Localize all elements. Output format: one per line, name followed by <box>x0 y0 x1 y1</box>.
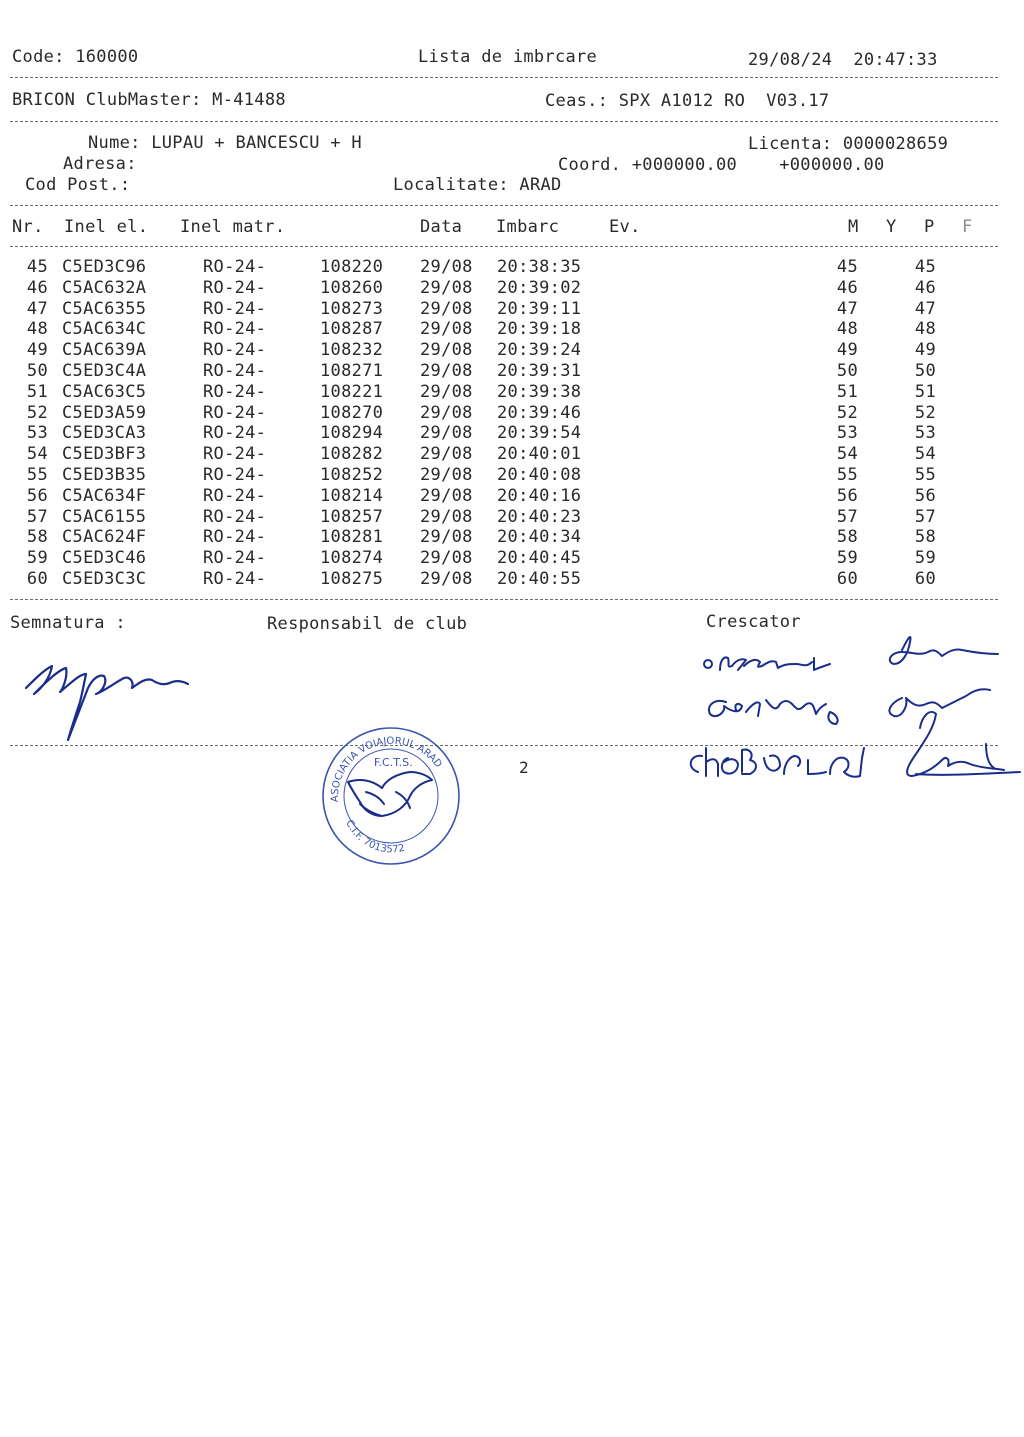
header-p: P <box>924 217 935 237</box>
row-number: 47 <box>26 298 48 319</box>
header-inel-el: Inel el. <box>64 217 149 237</box>
m-value: 57 <box>836 506 858 527</box>
basket-date: 29/08 <box>420 298 473 319</box>
table-row <box>0 319 1024 340</box>
basket-date: 29/08 <box>420 277 473 298</box>
stamp-cif-text: C.I.F. 7013572 <box>343 818 406 856</box>
basket-time: 20:39:46 <box>497 402 582 423</box>
ring-prefix: RO-24- <box>203 257 267 277</box>
row-number: 48 <box>26 319 48 340</box>
table-row <box>0 569 1024 590</box>
table-row <box>0 486 1024 507</box>
separator-line <box>10 246 998 247</box>
electronic-ring: C5ED3CA3 <box>62 423 147 444</box>
ring-number: 108220 <box>320 257 384 277</box>
ring-number: 108273 <box>320 298 384 319</box>
ring-prefix: RO-24- <box>203 527 267 548</box>
p-value: 58 <box>914 527 936 548</box>
pigeon-icon <box>348 772 432 816</box>
row-number: 53 <box>26 423 48 444</box>
row-number: 60 <box>26 569 48 589</box>
license-number: Licenta: 0000028659 <box>748 134 949 154</box>
row-number: 56 <box>26 485 48 506</box>
ring-prefix: RO-24- <box>203 465 267 485</box>
header-m: M <box>848 217 859 237</box>
table-row <box>0 423 1024 444</box>
basket-date: 29/08 <box>420 527 473 548</box>
basket-time: 20:39:18 <box>497 319 582 340</box>
row-number: 45 <box>26 257 48 277</box>
ring-prefix: RO-24- <box>203 319 267 340</box>
basket-date: 29/08 <box>420 402 473 423</box>
ring-prefix: RO-24- <box>203 361 267 381</box>
m-value: 45 <box>836 257 858 277</box>
basket-time: 20:40:23 <box>497 506 582 527</box>
basket-time: 20:39:24 <box>497 340 582 361</box>
basket-date: 29/08 <box>420 361 473 381</box>
basket-time: 20:40:01 <box>497 444 582 465</box>
p-value: 47 <box>914 298 936 319</box>
table-row <box>0 444 1024 465</box>
ring-prefix: RO-24- <box>203 423 267 444</box>
separator-line <box>10 205 998 206</box>
ring-prefix: RO-24- <box>203 506 267 527</box>
ring-prefix: RO-24- <box>203 402 267 423</box>
p-value: 54 <box>914 444 936 465</box>
electronic-ring: C5ED3C46 <box>62 548 147 569</box>
basket-date: 29/08 <box>420 465 473 485</box>
m-value: 59 <box>836 548 858 569</box>
table-row <box>0 382 1024 403</box>
m-value: 49 <box>836 340 858 361</box>
postal-code-label: Cod Post.: <box>25 175 131 195</box>
row-number: 50 <box>26 361 48 381</box>
header-data: Data <box>420 217 463 237</box>
p-value: 51 <box>914 381 936 402</box>
electronic-ring: C5AC634C <box>62 319 147 340</box>
p-value: 50 <box>914 361 936 381</box>
handwritten-name-chiorean <box>691 748 864 777</box>
m-value: 46 <box>836 277 858 298</box>
m-value: 47 <box>836 298 858 319</box>
ring-number: 108270 <box>320 402 384 423</box>
print-datetime: 29/08/24 20:47:33 <box>748 50 938 70</box>
coordinates: Coord. +000000.00 +000000.00 <box>558 155 885 175</box>
stamp-ring-text: ASOCIATIA VOIAJORUL ARAD <box>329 735 444 803</box>
separator-line <box>10 77 998 78</box>
ring-number: 108287 <box>320 319 384 340</box>
p-value: 57 <box>914 506 936 527</box>
basket-date: 29/08 <box>420 381 473 402</box>
stamp-center-text: F.C.T.S. <box>374 756 413 769</box>
m-value: 55 <box>836 465 858 485</box>
electronic-ring: C5AC6155 <box>62 506 147 527</box>
p-value: 59 <box>914 548 936 569</box>
ring-number: 108257 <box>320 506 384 527</box>
m-value: 50 <box>836 361 858 381</box>
ring-number: 108274 <box>320 548 384 569</box>
electronic-ring: C5AC639A <box>62 340 147 361</box>
m-value: 51 <box>836 381 858 402</box>
basket-time: 20:40:08 <box>497 465 582 485</box>
table-row <box>0 548 1024 569</box>
ring-prefix: RO-24- <box>203 340 267 361</box>
table-row <box>0 465 1024 486</box>
svg-text:C.I.F. 7013572 <box>343 818 406 855</box>
basket-time: 20:40:55 <box>497 569 582 589</box>
p-value: 46 <box>914 277 936 298</box>
separator-line <box>10 599 998 600</box>
basket-date: 29/08 <box>420 548 473 569</box>
electronic-ring: C5AC632A <box>62 277 147 298</box>
signature-label: Semnatura : <box>10 613 126 633</box>
responsible-label: Responsabil de club <box>267 614 468 634</box>
basket-date: 29/08 <box>420 444 473 465</box>
ring-number: 108271 <box>320 361 384 381</box>
row-number: 58 <box>26 527 48 548</box>
header-imbarc: Imbarc <box>496 217 560 237</box>
header-f: F <box>962 217 973 237</box>
handwritten-name-olariu <box>704 658 830 671</box>
table-row <box>0 403 1024 424</box>
m-value: 58 <box>836 527 858 548</box>
basket-time: 20:40:45 <box>497 548 582 569</box>
basket-date: 29/08 <box>420 319 473 340</box>
breeder-signatures <box>680 608 1024 790</box>
owner-name: Nume: LUPAU + BANCESCU + H <box>88 133 362 153</box>
association-stamp <box>316 722 466 868</box>
code-label: Code: 160000 <box>12 47 139 67</box>
table-row <box>0 361 1024 382</box>
basket-time: 20:39:38 <box>497 381 582 402</box>
electronic-ring: C5ED3BF3 <box>62 444 147 465</box>
row-number: 46 <box>26 277 48 298</box>
basket-date: 29/08 <box>420 257 473 277</box>
p-value: 53 <box>914 423 936 444</box>
ring-prefix: RO-24- <box>203 569 267 589</box>
basket-date: 29/08 <box>420 506 473 527</box>
ring-number: 108260 <box>320 277 384 298</box>
basket-date: 29/08 <box>420 569 473 589</box>
ring-prefix: RO-24- <box>203 381 267 402</box>
m-value: 48 <box>836 319 858 340</box>
document-title: Lista de imbrcare <box>418 47 598 67</box>
page-number: 2 <box>519 758 529 777</box>
m-value: 53 <box>836 423 858 444</box>
ring-prefix: RO-24- <box>203 298 267 319</box>
electronic-ring: C5ED3C3C <box>62 569 147 589</box>
table-row <box>0 299 1024 320</box>
handwritten-name-cioara <box>709 700 838 724</box>
header-y: Y <box>886 217 897 237</box>
basket-time: 20:38:35 <box>497 257 582 277</box>
club-signature <box>22 648 194 750</box>
locality: Localitate: ARAD <box>393 175 562 195</box>
basket-date: 29/08 <box>420 423 473 444</box>
electronic-ring: C5AC63C5 <box>62 381 147 402</box>
table-row <box>0 527 1024 548</box>
m-value: 56 <box>836 485 858 506</box>
ring-number: 108294 <box>320 423 384 444</box>
ring-number: 108214 <box>320 485 384 506</box>
p-value: 55 <box>914 465 936 485</box>
p-value: 56 <box>914 485 936 506</box>
club-line: BRICON ClubMaster: M-41488 <box>12 90 286 110</box>
ring-number: 108221 <box>320 381 384 402</box>
p-value: 49 <box>914 340 936 361</box>
basket-time: 20:39:11 <box>497 298 582 319</box>
row-number: 54 <box>26 444 48 465</box>
basket-date: 29/08 <box>420 340 473 361</box>
ring-number: 108252 <box>320 465 384 485</box>
ring-number: 108281 <box>320 527 384 548</box>
electronic-ring: C5ED3C4A <box>62 361 147 381</box>
electronic-ring: C5AC6355 <box>62 298 147 319</box>
electronic-ring: C5ED3C96 <box>62 257 147 277</box>
electronic-ring: C5AC634F <box>62 485 147 506</box>
ring-prefix: RO-24- <box>203 485 267 506</box>
basket-time: 20:39:54 <box>497 423 582 444</box>
row-number: 52 <box>26 402 48 423</box>
electronic-ring: C5ED3B35 <box>62 465 147 485</box>
basket-time: 20:39:02 <box>497 277 582 298</box>
p-value: 52 <box>914 402 936 423</box>
row-number: 51 <box>26 381 48 402</box>
basket-time: 20:40:34 <box>497 527 582 548</box>
row-number: 59 <box>26 548 48 569</box>
basket-time: 20:40:16 <box>497 485 582 506</box>
separator-line <box>10 121 998 122</box>
ring-prefix: RO-24- <box>203 277 267 298</box>
p-value: 60 <box>914 569 936 589</box>
ring-number: 108282 <box>320 444 384 465</box>
ring-prefix: RO-24- <box>203 548 267 569</box>
m-value: 54 <box>836 444 858 465</box>
ring-prefix: RO-24- <box>203 444 267 465</box>
table-row <box>0 340 1024 361</box>
electronic-ring: C5ED3A59 <box>62 402 147 423</box>
breeder-label: Crescator <box>706 612 801 632</box>
clock-line: Ceas.: SPX A1012 RO V03.17 <box>545 91 830 111</box>
header-inel-matr: Inel matr. <box>180 217 286 237</box>
header-nr: Nr. <box>12 217 44 237</box>
header-ev: Ev. <box>609 217 641 237</box>
basket-date: 29/08 <box>420 485 473 506</box>
row-number: 49 <box>26 340 48 361</box>
p-value: 45 <box>914 257 936 277</box>
p-value: 48 <box>914 319 936 340</box>
table-row <box>0 278 1024 299</box>
m-value: 52 <box>836 402 858 423</box>
row-number: 57 <box>26 506 48 527</box>
m-value: 60 <box>836 569 858 589</box>
ring-number: 108275 <box>320 569 384 589</box>
ring-number: 108232 <box>320 340 384 361</box>
address-label: Adresa: <box>63 154 137 174</box>
table-row <box>0 257 1024 278</box>
row-number: 55 <box>26 465 48 485</box>
electronic-ring: C5AC624F <box>62 527 147 548</box>
basket-time: 20:39:31 <box>497 361 582 381</box>
table-row <box>0 507 1024 528</box>
